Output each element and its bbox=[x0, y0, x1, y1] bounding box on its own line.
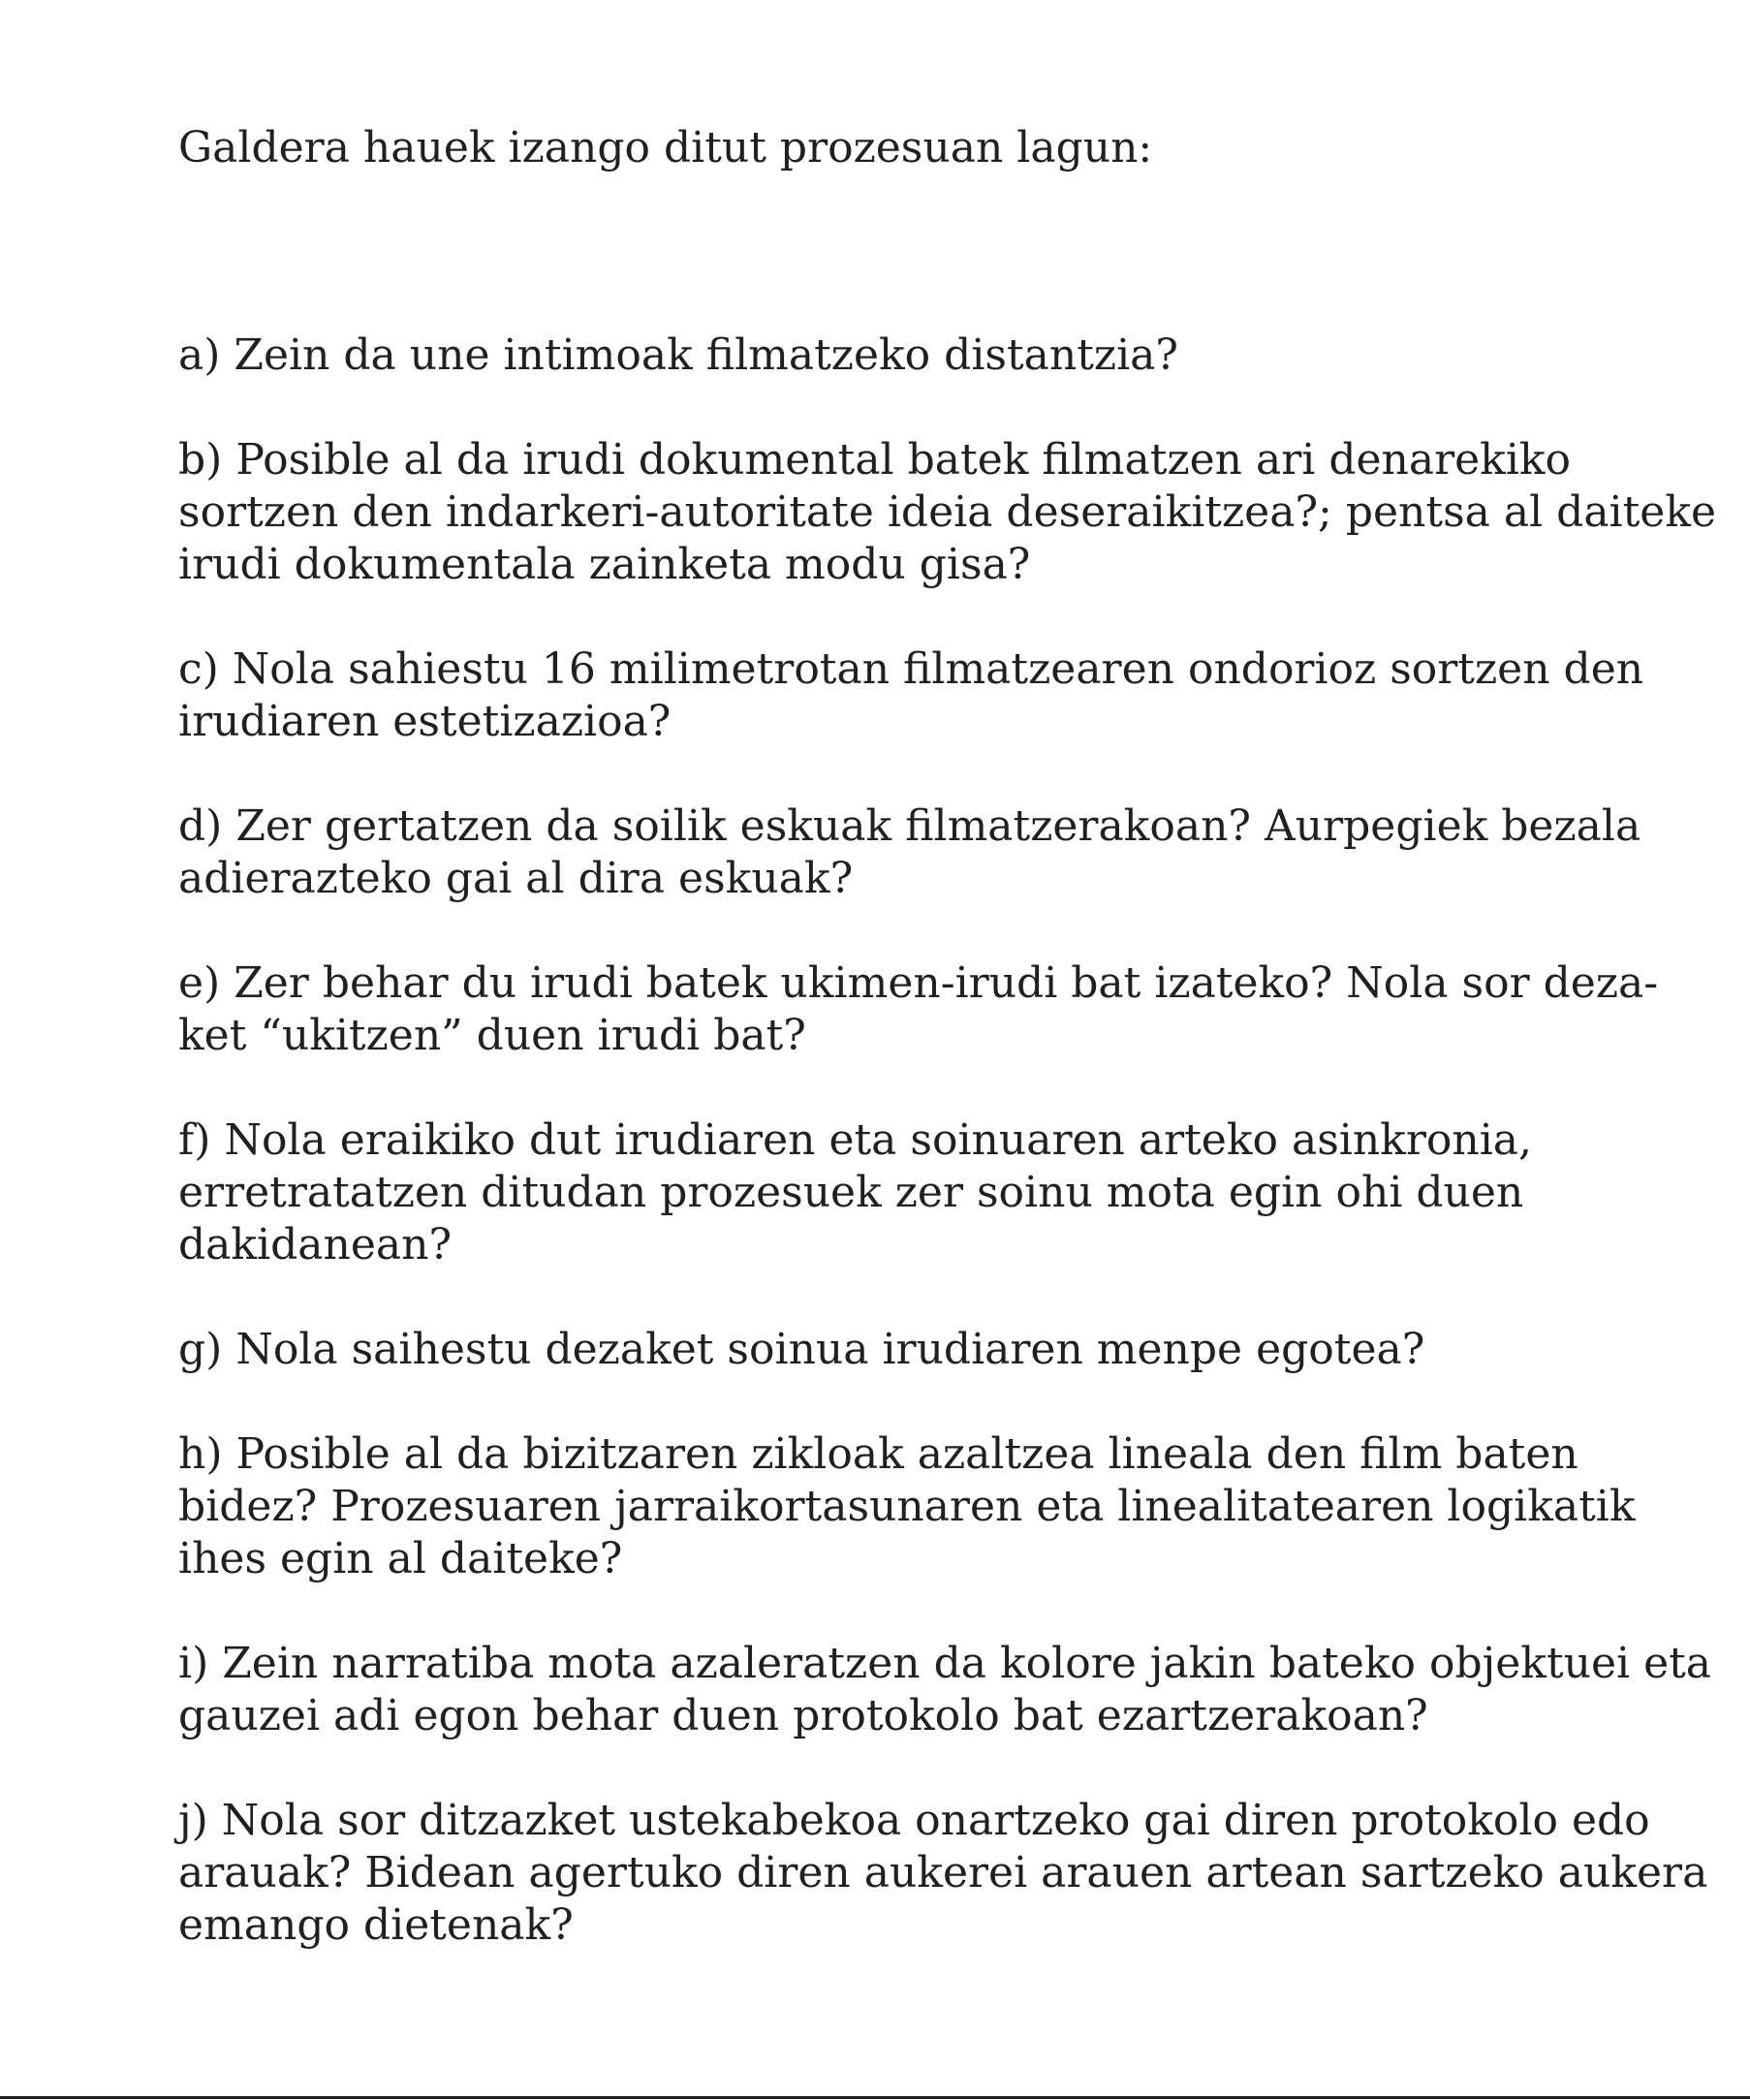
question-line: bidez? Prozesuaren jarraikortasunaren eta linealitatearen logikatik bbox=[178, 1482, 1636, 1531]
question-e bbox=[178, 957, 1659, 1062]
question-line: f) Nola eraikiko dut irudiaren eta soinuaren arteko asinkronia, bbox=[178, 1115, 1532, 1165]
question-b bbox=[178, 434, 1717, 591]
question-c bbox=[178, 643, 1644, 748]
question-line: ket “ukitzen” duen irudi bat? bbox=[178, 1011, 806, 1060]
question-line: a) Zein da une intimoak filmatzeko distantzia? bbox=[178, 330, 1178, 380]
question-line: arauak? Bidean agertuko diren aukerei arauen artean sartzeko aukera bbox=[178, 1848, 1708, 1897]
question-g bbox=[178, 1324, 1593, 1376]
question-line: sortzen den indarkeri-autoritate ideia deseraikitzea?; pentsa al daiteke bbox=[178, 487, 1717, 537]
question-a bbox=[178, 329, 1593, 382]
question-i bbox=[178, 1638, 1712, 1742]
question-line: d) Zer gertatzen da soilik eskuak filmatzerakoan? Aurpegiek bezala bbox=[178, 801, 1641, 851]
question-line: g) Nola saihestu dezaket soinua irudiaren menpe egotea? bbox=[178, 1325, 1425, 1374]
bottom-divider bbox=[0, 2096, 1750, 2099]
question-f bbox=[178, 1114, 1593, 1271]
question-line: irudiaren estetizazioa? bbox=[178, 697, 672, 746]
question-line: ihes egin al daiteke? bbox=[178, 1534, 623, 1583]
question-line: erretratatzen ditudan prozesuek zer soinu mota egin ohi duen bbox=[178, 1168, 1524, 1217]
question-h bbox=[178, 1428, 1636, 1585]
intro-text: Galdera hauek izango ditut prozesuan lagun: bbox=[178, 123, 1153, 172]
question-line: i) Zein narratiba mota azaleratzen da kolore jakin bateko objektuei eta bbox=[178, 1639, 1712, 1688]
question-line: emango dietenak? bbox=[178, 1900, 574, 1950]
question-line: b) Posible al da irudi dokumental batek filmatzen ari denarekiko bbox=[178, 435, 1572, 485]
question-line: adierazteko gai al dira eskuak? bbox=[178, 854, 854, 903]
question-line: j) Nola sor ditzazket ustekabekoa onartzeko gai diren protokolo edo bbox=[178, 1796, 1650, 1845]
question-line: c) Nola sahiestu 16 milimetrotan filmatzearen ondorioz sortzen den bbox=[178, 644, 1644, 694]
question-line: gauzei adi egon behar duen protokolo bat ezartzerakoan? bbox=[178, 1691, 1428, 1740]
question-j bbox=[178, 1795, 1708, 1952]
question-line: e) Zer behar du irudi batek ukimen-irudi bat izateko? Nola sor deza- bbox=[178, 958, 1659, 1008]
question-line: h) Posible al da bizitzaren zikloak azaltzea lineala den film baten bbox=[178, 1429, 1578, 1479]
question-line: irudi dokumentala zainketa modu gisa? bbox=[178, 540, 1031, 589]
question-d bbox=[178, 800, 1641, 905]
question-line: dakidanean? bbox=[178, 1220, 453, 1269]
page-content bbox=[178, 122, 1717, 2004]
